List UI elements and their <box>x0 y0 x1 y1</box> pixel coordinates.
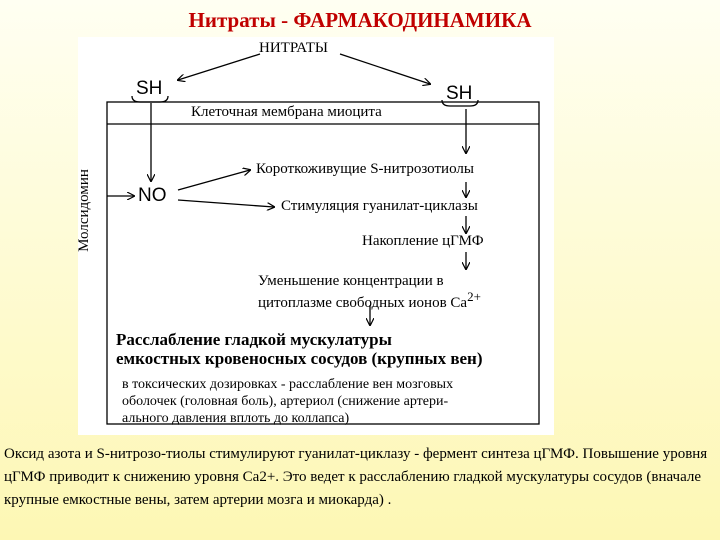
toxic-line1: в токсических дозировках - расслабление вен мозговых <box>122 377 454 392</box>
sh-left-label: SH <box>136 78 163 99</box>
relaxation-line2: емкостных кровеносных сосудов (крупных вен) <box>116 349 483 368</box>
step-calcium <box>258 273 481 311</box>
toxic-line2: оболочек (головная боль), артериол (снижение артери- <box>122 394 449 409</box>
caption-text: Оксид азота и S-нитрозо-тиолы стимулируют гуанилат-циклазу - фермент синтеза цГМФ. Повышение уровня цГМФ приводит к снижению уровня Ca2+. Это ведет к расслаблению гладкой мускулатуры сосудов (вначале крупные емкостные вены, затем артерии мозга и миокарда) . <box>4 446 708 508</box>
sh-right-label: SH <box>446 83 473 104</box>
step-calcium-line2: цитоплазме свободных ионов $Ca^{2+}$ <box>258 289 481 311</box>
molsidomine-label: Молсидомин <box>75 169 92 252</box>
slide-title: Нитраты - ФАРМАКОДИНАМИКА <box>188 8 532 32</box>
step-guanylate-cyclase: Стимуляция гуанилат-циклазы <box>281 198 478 214</box>
toxic-line3: ального давления вплоть до коллапса) <box>122 411 350 426</box>
mechanism-diagram <box>75 37 554 435</box>
step-cgmp: Накопление цГМФ <box>362 233 484 249</box>
step-calcium-line1: Уменьшение концентрации в <box>258 273 444 289</box>
membrane-label: Клеточная мембрана миоцита <box>191 104 382 120</box>
nitrates-label: НИТРАТЫ <box>259 40 329 56</box>
step-nitrosothiols: Короткоживущие S-нитрозотиолы <box>256 161 474 177</box>
arrow-nitrates-left <box>178 54 260 80</box>
toxic-text <box>122 376 453 427</box>
arrow-nitrates-right <box>340 54 430 84</box>
relaxation-text <box>116 330 483 368</box>
relaxation-line1: Расслабление гладкой мускулатуры <box>116 330 392 349</box>
no-label: NO <box>138 185 167 206</box>
